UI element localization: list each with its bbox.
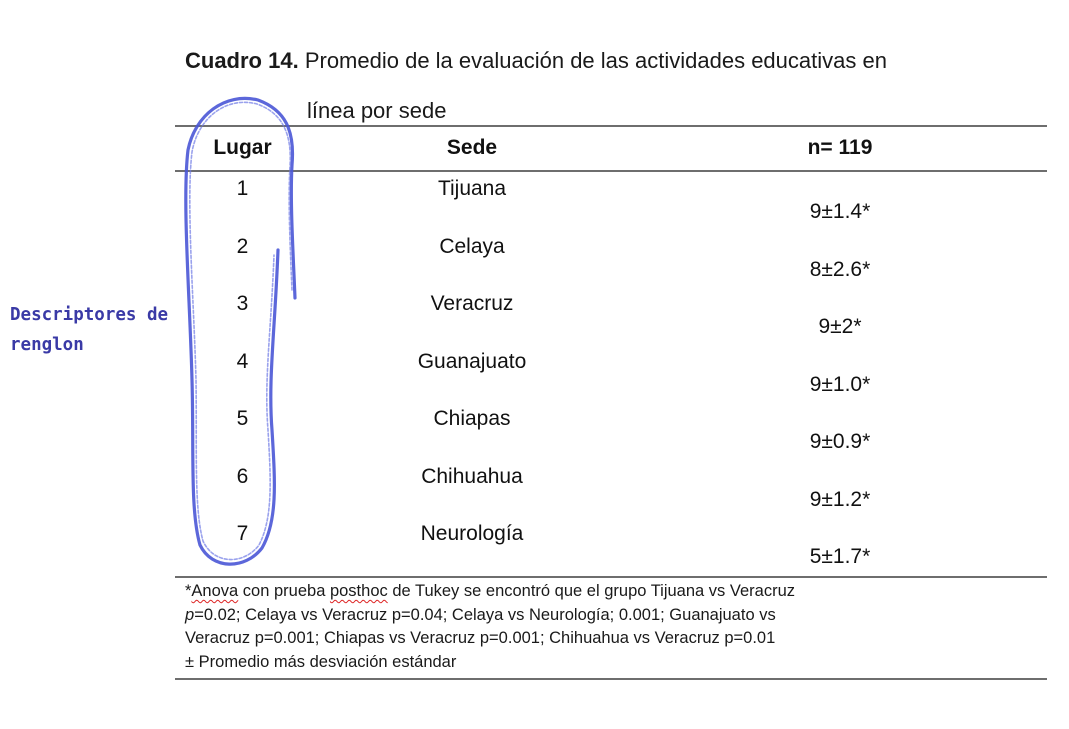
- header-lugar: Lugar: [213, 136, 272, 159]
- table-row: [175, 517, 1047, 574]
- cell-n: 9±1.4*: [809, 200, 871, 223]
- cell-n: 9±0.9*: [809, 430, 871, 453]
- cell-lugar: 7: [236, 522, 249, 545]
- table-row: [175, 172, 1047, 229]
- footnote-text-b: de Tukey se encontró que el grupo Tijuana vs Veracruz: [387, 582, 795, 600]
- annotation-line-1: Descriptores de: [10, 305, 169, 325]
- cell-lugar: 2: [236, 235, 249, 258]
- cell-lugar: 5: [236, 407, 249, 430]
- footnote-text-c: =0.02; Celaya vs Veracruz p=0.04; Celaya vs Neurología; 0.001; Guanajuato vs: [194, 605, 776, 624]
- cell-sede: Veracruz: [430, 292, 514, 315]
- footnote-asterisk: *: [185, 582, 192, 600]
- header-sede: Sede: [446, 136, 498, 159]
- cell-n: 9±2*: [818, 315, 862, 338]
- table-row: [175, 402, 1047, 459]
- cell-lugar: 3: [236, 292, 249, 315]
- caption-label: Cuadro 14.: [185, 48, 299, 73]
- footnote-line-4: ± Promedio más desviación estándar: [185, 652, 457, 671]
- caption-title-part-1: Promedio de la evaluación de las actividades educativas en: [298, 48, 887, 73]
- annotation-line-2: renglon: [10, 335, 84, 355]
- table-row: [175, 230, 1047, 287]
- footnote-line-1: [185, 580, 1045, 604]
- cell-n: 8±2.6*: [809, 258, 871, 281]
- cell-sede: Chihuahua: [421, 465, 523, 488]
- cell-sede: Chiapas: [433, 407, 511, 430]
- cell-n: 9±1.2*: [809, 488, 871, 511]
- table-row: [175, 460, 1047, 517]
- table-row: [175, 345, 1047, 402]
- cell-sede: Celaya: [439, 235, 505, 258]
- caption-line-2: línea por sede: [307, 98, 447, 123]
- table-bottom-rule: [175, 576, 1047, 578]
- cell-sede: Neurología: [420, 522, 524, 545]
- table-top-rule: [175, 125, 1047, 127]
- cell-n: 9±1.0*: [809, 373, 871, 396]
- caption-line-1: [185, 36, 1045, 86]
- footnote-line-3: Veracruz p=0.001; Chiapas vs Veracruz p=0.001; Chihuahua vs Veracruz p=0.01: [185, 629, 776, 647]
- footnote-anova: Anova: [191, 582, 239, 600]
- cell-lugar: 4: [236, 350, 249, 373]
- footnote-p-italic: p: [185, 605, 195, 624]
- cell-lugar: 6: [236, 465, 249, 488]
- handwritten-annotation: [10, 300, 210, 360]
- cell-sede: Guanajuato: [417, 350, 527, 373]
- table-row: [175, 287, 1047, 344]
- footnote-text-a: con prueba: [238, 582, 330, 600]
- table-footnote: [185, 580, 1045, 674]
- header-n: n= 119: [807, 136, 873, 159]
- cell-sede: Tijuana: [437, 177, 507, 200]
- footnote-posthoc: posthoc: [329, 582, 388, 600]
- footnote-line-2: [185, 604, 1045, 628]
- footnote-bottom-rule: [175, 678, 1047, 680]
- table-caption: [185, 36, 1045, 136]
- cell-n: 5±1.7*: [809, 545, 871, 568]
- cell-lugar: 1: [236, 177, 249, 200]
